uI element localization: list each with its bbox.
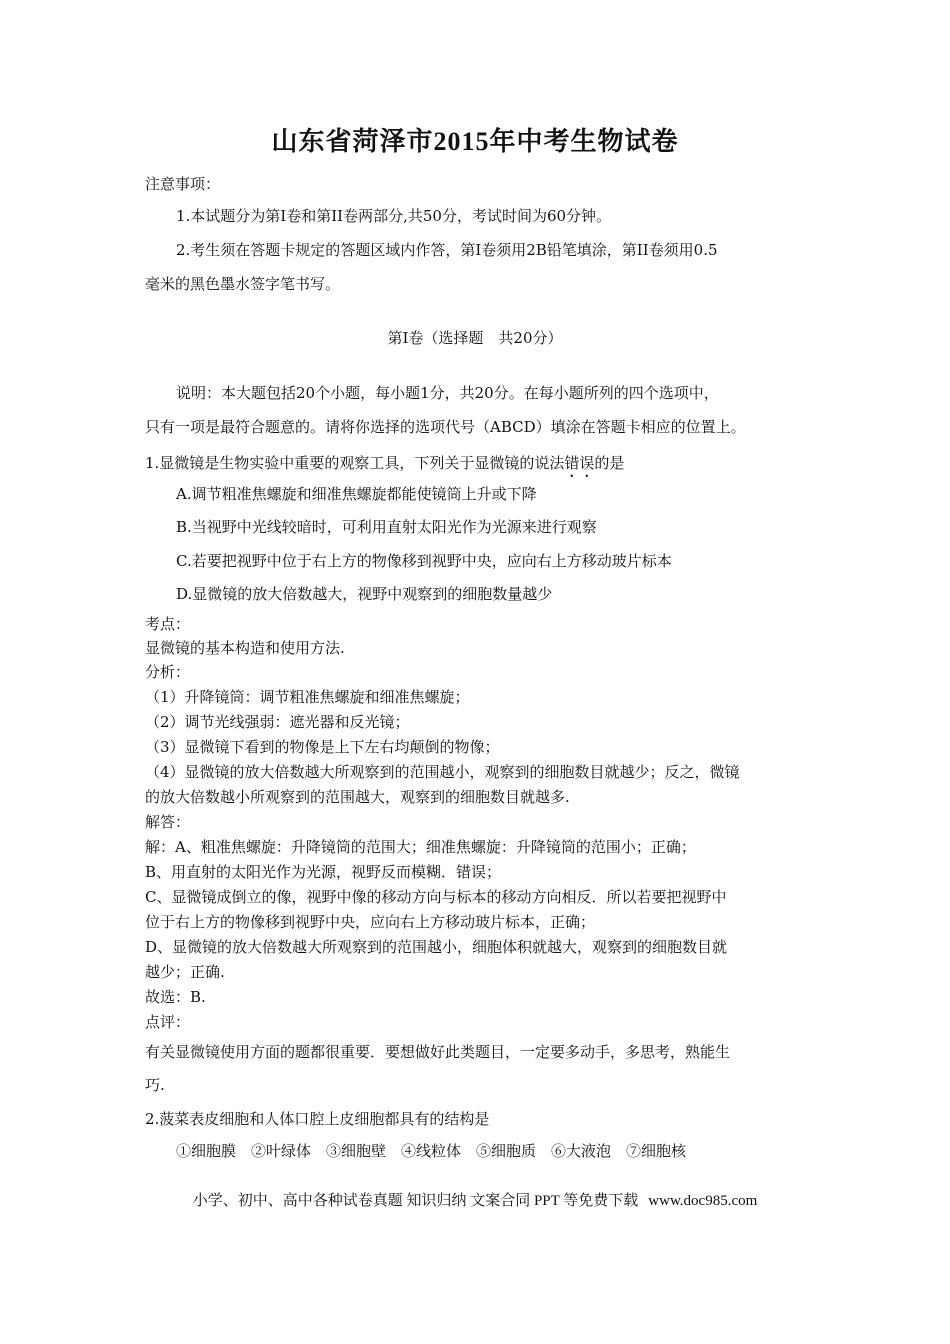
fenxi-point-4-line-2: 的放大倍数越小所观察到的范围越大，观察到的细胞数目就越多. bbox=[145, 788, 570, 806]
kaodian-label: 考点： bbox=[145, 615, 191, 633]
jieda-line-d-2: 越少；正确. bbox=[145, 963, 225, 981]
question-1-stem bbox=[145, 453, 624, 481]
jieda-line-b: B、用直射的太阳光作为光源，视野反而模糊．错误； bbox=[145, 863, 502, 881]
answer-text: 故选：B. bbox=[145, 988, 206, 1006]
question-1-option-d: D.显微镜的放大倍数越大，视野中观察到的细胞数量越少 bbox=[176, 585, 553, 603]
jieda-label: 解答： bbox=[145, 813, 191, 831]
question-1-emphasis: 错误 bbox=[564, 454, 595, 472]
fenxi-point-2: （2）调节光线强弱：遮光器和反光镜； bbox=[145, 713, 410, 731]
dianping-line-1: 有关显微镜使用方面的题都很重要．要想做好此类题目，一定要多动手，多思考，熟能生 bbox=[145, 1043, 731, 1061]
jieda-line-d-1: D、显微镜的放大倍数越大所观察到的范围越小，细胞体积就越大，观察到的细胞数目就 bbox=[145, 938, 728, 956]
notice-item-2-line-1: 2.考生须在答题卡规定的答题区域内作答，第I卷须用2B铅笔填涂，第II卷须用0.5 bbox=[176, 241, 718, 259]
question-1-option-c: C.若要把视野中位于右上方的物像移到视野中央，应向右上方移动玻片标本 bbox=[176, 552, 672, 570]
jieda-line-c-1: C、显微镜成倒立的像，视野中像的移动方向与标本的移动方向相反．所以若要把视野中 bbox=[145, 888, 727, 906]
section-1-description-line-1: 说明：本大题包括20个小题，每小题1分，共20分。在每小题所列的四个选项中， bbox=[176, 384, 719, 402]
dianping-line-2: 巧. bbox=[145, 1076, 165, 1094]
footer-site-link[interactable]: www.doc985.com bbox=[648, 1193, 758, 1209]
question-1-option-a: A.调节粗准焦螺旋和细准焦螺旋都能使镜筒上升或下降 bbox=[176, 485, 537, 503]
fenxi-point-4-line-1: （4）显微镜的放大倍数越大所观察到的范围越小，观察到的细胞数目就越少；反之，微镜 bbox=[145, 763, 740, 781]
footer bbox=[0, 1191, 950, 1211]
page-title: 山东省菏泽市2015年中考生物试卷 bbox=[271, 127, 679, 156]
notice-item-1: 1.本试题分为第I卷和第II卷两部分,共50分，考试时间为60分钟。 bbox=[176, 207, 612, 225]
jieda-line-c-2: 位于右上方的物像移到视野中央，应向右上方移动玻片标本，正确； bbox=[145, 913, 596, 931]
kaodian-text: 显微镜的基本构造和使用方法. bbox=[145, 639, 345, 657]
question-2-stem: 2.菠菜表皮细胞和人体口腔上皮细胞都具有的结构是 bbox=[145, 1110, 490, 1128]
dianping-label: 点评： bbox=[145, 1013, 191, 1031]
fenxi-point-3: （3）显微镜下看到的物像是上下左右均颠倒的物像； bbox=[145, 738, 500, 756]
notice-heading: 注意事项： bbox=[145, 175, 221, 193]
question-1-option-b: B.当视野中光线较暗时，可利用直射太阳光作为光源来进行观察 bbox=[176, 518, 597, 536]
footer-text: 小学、初中、高中各种试卷真题 知识归纳 文案合同 PPT 等免费下载 bbox=[192, 1193, 639, 1209]
question-1-stem-text: 1.显微镜是生物实验中重要的观察工具，下列关于显微镜的说法 bbox=[145, 454, 565, 472]
fenxi-label: 分析： bbox=[145, 663, 191, 681]
notice-item-2-line-2: 毫米的黑色墨水签字笔书写。 bbox=[145, 275, 341, 293]
question-2-options: ①细胞膜 ②叶绿体 ③细胞壁 ④线粒体 ⑤细胞质 ⑥大液泡 ⑦细胞核 bbox=[176, 1142, 687, 1160]
jieda-line-a: 解：A、粗准焦螺旋：升降镜筒的范围大；细准焦螺旋：升降镜筒的范围小；正确； bbox=[145, 838, 696, 856]
fenxi-point-1: （1）升降镜筒：调节粗准焦螺旋和细准焦螺旋； bbox=[145, 688, 470, 706]
question-1-stem-end: 的是 bbox=[594, 454, 625, 472]
section-1-heading: 第Ⅰ卷（选择题 共20分） bbox=[387, 329, 563, 347]
section-1-description-line-2: 只有一项是最符合题意的。请将你选择的选项代号（ABCD）填涂在答题卡相应的位置上。 bbox=[145, 418, 746, 436]
